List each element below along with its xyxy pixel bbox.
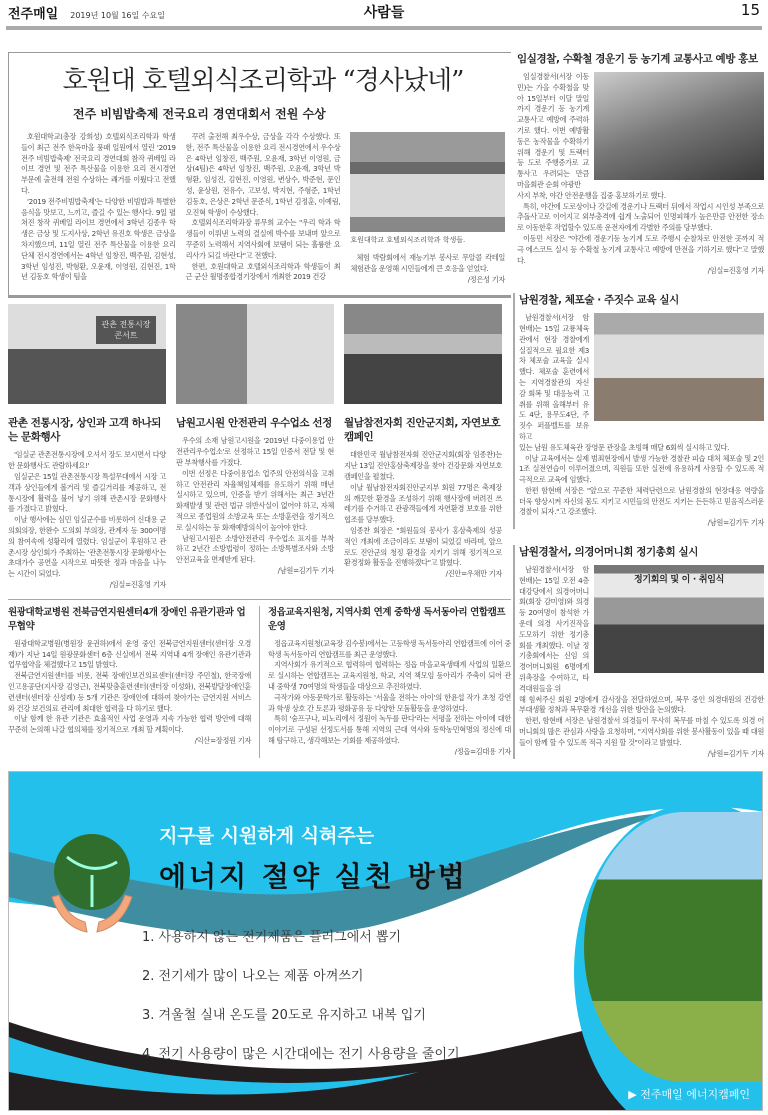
middle-articles <box>8 416 511 590</box>
concert-sign: 관촌 전통시장 콘서트 <box>96 316 156 344</box>
main-article-col2 <box>186 132 341 285</box>
tip-item: 4. 전기 사용량이 많은 시간대에는 전기 사용량을 줄이기 <box>142 1047 460 1063</box>
paragraph: 임종찬 회장은 "회원들의 봉사가 홍삼축제의 성공적인 개최에 조금이라도 보탬이 되었길 바라며, 앞으로도 진안군의 청정 환경을 지키기 위해 정기적으로 환경정화 활동을 진행하겠다"고 밝혔다. <box>344 525 502 568</box>
middle-article-1 <box>8 416 166 590</box>
paragraph: 꾸려 출전해 최우수상, 금상을 각각 수상했다. 또한, 전주 특산물을 이용한 요리 전시경연에서 우수상은 4학년 임창진, 백주원, 오윤재, 3학년 이영원, 금상(4팀)은 4학년 임창진, 백주원, 오윤재, 3학년 박형환, 임성진, 김현진, 이영원, 변상수, 박준현, 문인성, 윤상원, 전유수, 고보성, 박지현, 주형준, 1학년 김동호, 은상은 2학년 문준식, 1학년 김정훈, 이예림, 오진혁 학생이 수상했다. <box>185 132 341 217</box>
byline: /정읍=김대용 기자 <box>454 746 511 756</box>
ad-footer <box>628 1086 750 1102</box>
article-title: 관촌 전통시장, 상인과 고객 하나되는 문화행사 <box>8 417 162 444</box>
earth-in-hands-icon <box>47 827 137 937</box>
paragraph: 정읍교육지원청(교육장 김수봉)에서는 고등학생 독서동아리 연합캠프에 이어 중학생 독서동아리 연합캠프를 최근 운영했다. <box>268 638 511 659</box>
article-body <box>176 436 334 576</box>
tip-item: 1. 사용하지 않는 전기제품은 플러그에서 뽑기 <box>142 930 402 946</box>
ad-subtitle: 지구를 시원하게 식혀주는 <box>159 825 375 848</box>
photo-row <box>8 304 511 404</box>
byline: /정은성 기자 <box>467 274 506 284</box>
article-body <box>344 450 502 580</box>
paragraph: 대한민국 월남참전자회 진안군지회(회장 임종찬)는 지난 13일 진안홍삼축제장을 찾아 건강문화 자연보호 캠페인을 펼쳤다. <box>344 450 502 481</box>
page-number: 15 <box>740 1 760 19</box>
paragraph: 남원고시원은 소방안전관리 우수업소 표지를 부착하고 2년간 소방법령이 정하는 소방특별조사와 소방안전교육을 면제받게 된다. <box>176 533 334 565</box>
ad-footer-text: 전주매일 에너지캠페인 <box>640 1088 750 1102</box>
play-triangle-icon: ▶ <box>628 1088 641 1102</box>
main-article-col3-text <box>350 253 505 285</box>
article-body <box>519 313 764 529</box>
article-title: 정읍교육지원청, 지역사회 연계 중학생 독서동아리 연합캠프 운영 <box>268 606 506 632</box>
paragraph: 남원경찰서(서장 함현배)는 15일 오전 4층 대강당에서 의경어머니회(회장 감미영)와 의경 등 20여명이 참석한 가운데 의경 사기진작을 도모하기 위한 정기총회를 개최했다. 이날 정기총회에서는 신임 의경어머니회원 6명에게 위촉장을 수여하고, 타격대원들을 위 <box>519 565 589 693</box>
tractor-photo <box>594 72 764 180</box>
safety-plaque-photo <box>176 304 334 404</box>
paragraph: 특히, 야간에 도로상이나 갓길에 경운기나 트랙터 뒤에서 작업시 시인성 부족으로 추돌사고로 이어지고 외부충격에 쉽게 노출되어 인명피해가 높은만큼 안전한 장소로 이동한후 작업할수 있도록 운전자에게 각별한 주의를 당부했다. <box>517 201 764 233</box>
main-article-col3 <box>350 132 505 285</box>
main-subhead: 전주 비빔밥축제 전국요리 경연대회서 전원 수상 <box>73 107 326 121</box>
page-content <box>8 52 764 759</box>
lower-article-1 <box>8 606 251 758</box>
paragraph: 이날 행사에는 심민 임실군수를 비롯하여 신대용 군의회의장, 한완수 도의회 부의장, 관계자 등 300여명의 참여속에 성황리에 열렸다. 임실군이 후원하고 관촌시장 상인회가 주최하는 '관촌전통시장 문화행사'는 초대가수 공연을 시작으로 따뜻한 정과 마음을 나누는 시간이 되었다. <box>8 515 166 579</box>
right-article-2 <box>513 293 764 529</box>
paragraph: 임실경찰서(서장 이동민)는 가을 수확철을 맞아 15일부터 이달 말일까지 경운기 등 농기계 교통사고 예방에 주력하기로 했다. 이번 예방활동은 농작물을 수확하기 위해 경운기 및 트랙터 등 도로 주행증가로 교통사고 우려되는 만큼 마을회관 순회 야광반 <box>517 72 589 189</box>
main-article-columns <box>21 132 505 285</box>
article-body <box>517 72 764 277</box>
article-body <box>8 639 251 747</box>
section-divider <box>8 599 511 600</box>
main-article <box>8 52 511 298</box>
article-title: 남원경찰서, 의경어머니회 정기총회 실시 <box>519 546 698 559</box>
paragraph: 체험 박람회에서 재능기부 봉사로 무알콜 칵테일 체험관을 운영해 시민들에게 큰 호응을 얻었다. <box>350 253 506 273</box>
paragraph: 이번 선정은 다중이용업소 업주의 안전의식을 고취하고 안전관리 자율책임체제를 유도하기 위해 매년 실시하고 있으며, 인증을 받기 위해서는 최근 3년간 화재발생 및 관련 법규 위반사실이 없어야 하고, 자체적으로 종업원의 소방교육 또는 소방훈련을 정기적으로 실시하는 등 화재예방의식이 높아야 한다. <box>176 468 334 532</box>
main-headline: 호원대 호텔외식조리학과 “경사났네” <box>62 66 464 96</box>
article-title: 월남참전자회 진안군지회, 자연보호 캠페인 <box>344 417 501 444</box>
byline: /진안=우채만 기자 <box>445 569 502 579</box>
paragraph: 특히 '숨프구나, 피노리에서 정원이 녹두를 판다'라는 서평을 전하는 아이에 대한 이야기로 구성된 선정도서를 통해 지역의 근대 역사와 동학농민혁명의 정신에 대해 탐구하고, 생각해보는 기회를 제공하였다. <box>268 714 511 745</box>
middle-article-3 <box>344 416 502 590</box>
photo-banner-text: 정기회의 및 이 · 취임식 <box>634 575 724 586</box>
nature-campaign-photo <box>344 304 502 404</box>
paragraph: 이날 교육에서는 실제 범죄현장에서 발생 가능한 경찰관 피습 대처 체포술 및 2인 1조 실전연습이 이루어졌으며, 직원들 또한 실전에 유용하게 사용할 수 있도록 적극적으로 교육에 임했다. <box>519 453 764 485</box>
paragraph: '임실군 관촌전통시장에 오셔서 장도 보시면서 다양한 문화행사도 관람하세요!' <box>8 450 166 471</box>
paragraph: 이동민 서장은 "야간에 경운기등 농기계 도로 주행시 순찰차로 안전한 곳까지 적극 에스코트 실시 등 수확철 농기계 교통사고 예방에 만전을 기하기로 했다"고 말했다. <box>517 233 764 265</box>
byline: /남원=김기두 기자 <box>277 565 334 575</box>
paragraph: 있는 남원 유도체육관 장영문 관장을 초빙해 매달 6회씩 실시하고 있다. <box>519 442 730 452</box>
lower-article-2 <box>259 606 511 758</box>
article-body <box>8 450 166 590</box>
paragraph: '2019 전주비빔밥축제'는 다양한 비빔밥과 특별한 음식을 맛보고, 느끼고, 즐길 수 있는 행사다. 9일 펼쳐진 창작 퀴베일 라이브 경연에서 3학년 김종우 학생은 금상 및 도지사상, 2학년 유진호 학생은 금상을 차지했으며, 11일 열린 전주 특산물을 이용한 요리 단체 전시경연에서는 4학년 임창진, 백주원, 김현성, 3학년 임성진, 박형환, 오윤재, 이영원, 김현진, 1학년 김동호 학생이 팀을 <box>21 196 176 282</box>
energy-tips-list <box>142 926 460 1082</box>
byline: /남원=김기두 기자 <box>707 518 764 528</box>
tip-item: 2. 전기세가 많이 나오는 제품 아껴쓰기 <box>142 969 364 985</box>
paragraph: 한편, 호원대학교 호텔외식조리학과 학생들이 최근 군산 월명종합경기장에서 개최한 2019 건강 <box>185 261 341 282</box>
paragraph: 한편 함현배 서장은 "앞으로 꾸준한 체력단련으로 남원경찰의 현장대응 역량을 더욱 향상시켜 자신의 몸도 지키고 시민들의 안전도 지키는 든든하고 믿음직스러운 경찰이 되자."고 강조했다. <box>519 485 764 517</box>
right-article-3 <box>513 545 764 759</box>
gym-training-photo <box>594 313 764 421</box>
paragraph: 임실군은 15일 관촌전통시장 특설무대에서 시장 고객과 상인들에게 볼거리 및 즐길거리를 제공하고, 전통시장에 활력을 불어 넣기 위해 관촌시장 문화행사를 가졌다고 밝혔다. <box>8 471 166 514</box>
general-meeting-photo <box>594 565 764 673</box>
photo-caption: 호원대학교 호텔외식조리학과 학생들. <box>350 236 466 244</box>
right-column <box>519 52 764 759</box>
byline: /임실=진홍영 기자 <box>109 579 166 589</box>
article-title: 남원경찰, 체포술 · 주짓수 교육 실시 <box>519 294 679 307</box>
issue-date: 2019년 10월 16일 수요일 <box>70 11 165 20</box>
tip-item: 3. 겨울철 실내 온도를 20도로 유지하고 내복 입기 <box>142 1008 426 1024</box>
paragraph: 전북금연지원센터를 비롯, 전북 장애인보건의료센터(센터장 주민철), 한국장애인고용공단(지사장 김영근), 전북맞춤훈련센터(센터장 이성화), 전북발달장애인훈련센터(센터장 신성례) 등 5개 기관은 장애인에 대하여 찾아가는 금연지원 서비스와 건강 보건의료 관리에 최대한 협력을 다 하기로 했다. <box>8 671 251 713</box>
paragraph: 우수의 소재 남원고시원을 '2019년 다중이용업 안전관리우수업소'로 선정하고 15일 인증서 전달 및 현판 부착행사를 가졌다. <box>176 436 334 467</box>
paragraph: 이날 함께 한 유관 기관은 효율적인 사업 운영과 지속 가능한 협력 방안에 대해 꾸준히 논의해 나갈 협의체를 정기적으로 개최 할 계획이다. <box>8 714 251 735</box>
header-left <box>8 3 165 22</box>
ad-title: 에너지 절약 실천 방법 <box>159 860 468 894</box>
paragraph: 지역사회가 유기적으로 협력하여 협력하는 정읍 마을교육생태계 사업의 일환으로 실시하는 연합캠프는 교육지원청, 학교, 지역 책모임 동아리가 주축이 되어 관내 중학생 70여명의 학생들을 대상으로 추진하였다. <box>268 660 511 691</box>
middle-article-2 <box>176 416 334 590</box>
article-title: 임실경찰, 수확철 경운기 등 농기계 교통사고 예방 홍보 <box>517 53 758 65</box>
paragraph: 이날 월남참전자회진안군지부 회원 77명은 축제장의 깨끗한 환경을 조성하기 위해 행사장에 버려진 쓰레기를 수거하고 관광객들에게 자연환경 보호를 위한 협조를 당부했다. <box>344 482 502 525</box>
right-article-1 <box>513 52 764 277</box>
page-header <box>6 0 762 30</box>
paragraph: 사지 부착, 야간 안전운행을 집중 홍보하기로 했다. <box>517 190 666 200</box>
byline: /남원=김기두 기자 <box>707 748 764 758</box>
left-area <box>8 52 511 758</box>
paragraph: 해 힘써주신 회원 2명에게 감사장을 전달하였으며, 복무 중인 의경대원의 건강한 부대생활 정착과 복무환경 개선을 위한 방안을 논의했다. <box>519 694 764 715</box>
chefs-group-photo <box>350 132 505 232</box>
energy-campaign-ad <box>8 771 763 1111</box>
paragraph: 호텔외식조리학과장 류무희 교수는 "우리 학과 학생들이 이뤄낸 노력의 결실에 박수를 보내며 앞으로 꾸준히 노력해서 지역사회에 보탬이 되는 훌륭한 요리사가 되길 바란다"고 전했다. <box>185 218 341 260</box>
paragraph: 호원대학교(총장 강희성) 호텔외식조리학과 학생들이 최근 전주 한옥마을 풍패 일원에서 열린 '2019 전주 비빔밥축제' 전국요리 경연대회 참작 퀴베일 라이브 경연 및 전주 특산물을 이용한 요리 전시경연 부문에 출전해 전원 수상하는 쾌거를 이뤘다고 전했다. <box>21 132 176 195</box>
byline: /익산=장정원 기자 <box>194 735 251 745</box>
article-title: 원광대학교병원 전북금연지원센터4개 장애인 유관기관과 업무협약 <box>8 606 246 632</box>
byline: /임실=진홍영 기자 <box>707 266 764 276</box>
paragraph: 한편, 함현배 서장은 남원경찰서 의경들이 무사히 복무를 마칠 수 있도록 의경 어머니회의 많은 관심과 사랑을 요청하며, "지역사회를 위한 봉사활동이 있을 때 대원들이 함께 할 수 있도록 적극 지원 할 것"이라고 밝혔다. <box>519 716 764 747</box>
article-body <box>268 639 511 758</box>
section-title: 사람들 <box>363 5 405 21</box>
lower-articles <box>8 606 511 758</box>
paragraph: 남원경찰서(서장 함현배)는 15일 교룡체육관에서 현장 경찰에게 실질적으로 필요한 제3차 체포술 교육을 실시했다. 체포술 훈련에서는 지역경찰관의 자신감 회복 및 대응능력 고취를 위해 올해부터 유도 4단, 용무도4단, 주짓수 퍼플벨트를 보유하고 <box>519 313 589 441</box>
main-article-col1 <box>21 132 176 285</box>
article-title: 남원고시원 안전관리 우수업소 선정 <box>176 417 332 430</box>
article-body <box>519 565 764 759</box>
market-concert-photo <box>8 304 166 404</box>
newspaper-brand: 전주매일 <box>8 7 59 22</box>
paragraph: 원광대학교병원(병원장 윤권하)에서 운영 중인 전북금연지원센터(센터장 오경재)가 지난 14일 원광문화센터 6층 신실에서 전북 지역내 4개 장애인 유관기관과 업무협약을 체결했다고 15일 밝혔다. <box>8 638 251 670</box>
paragraph: 극작가와 아동문학가로 활동하는 '서울을 전하는 아이'의 한윤섭 작가 초청 강연과 학생 상호 간 토론과 평화공유 등 다양한 모둠활동을 운영하였다. <box>268 692 511 713</box>
